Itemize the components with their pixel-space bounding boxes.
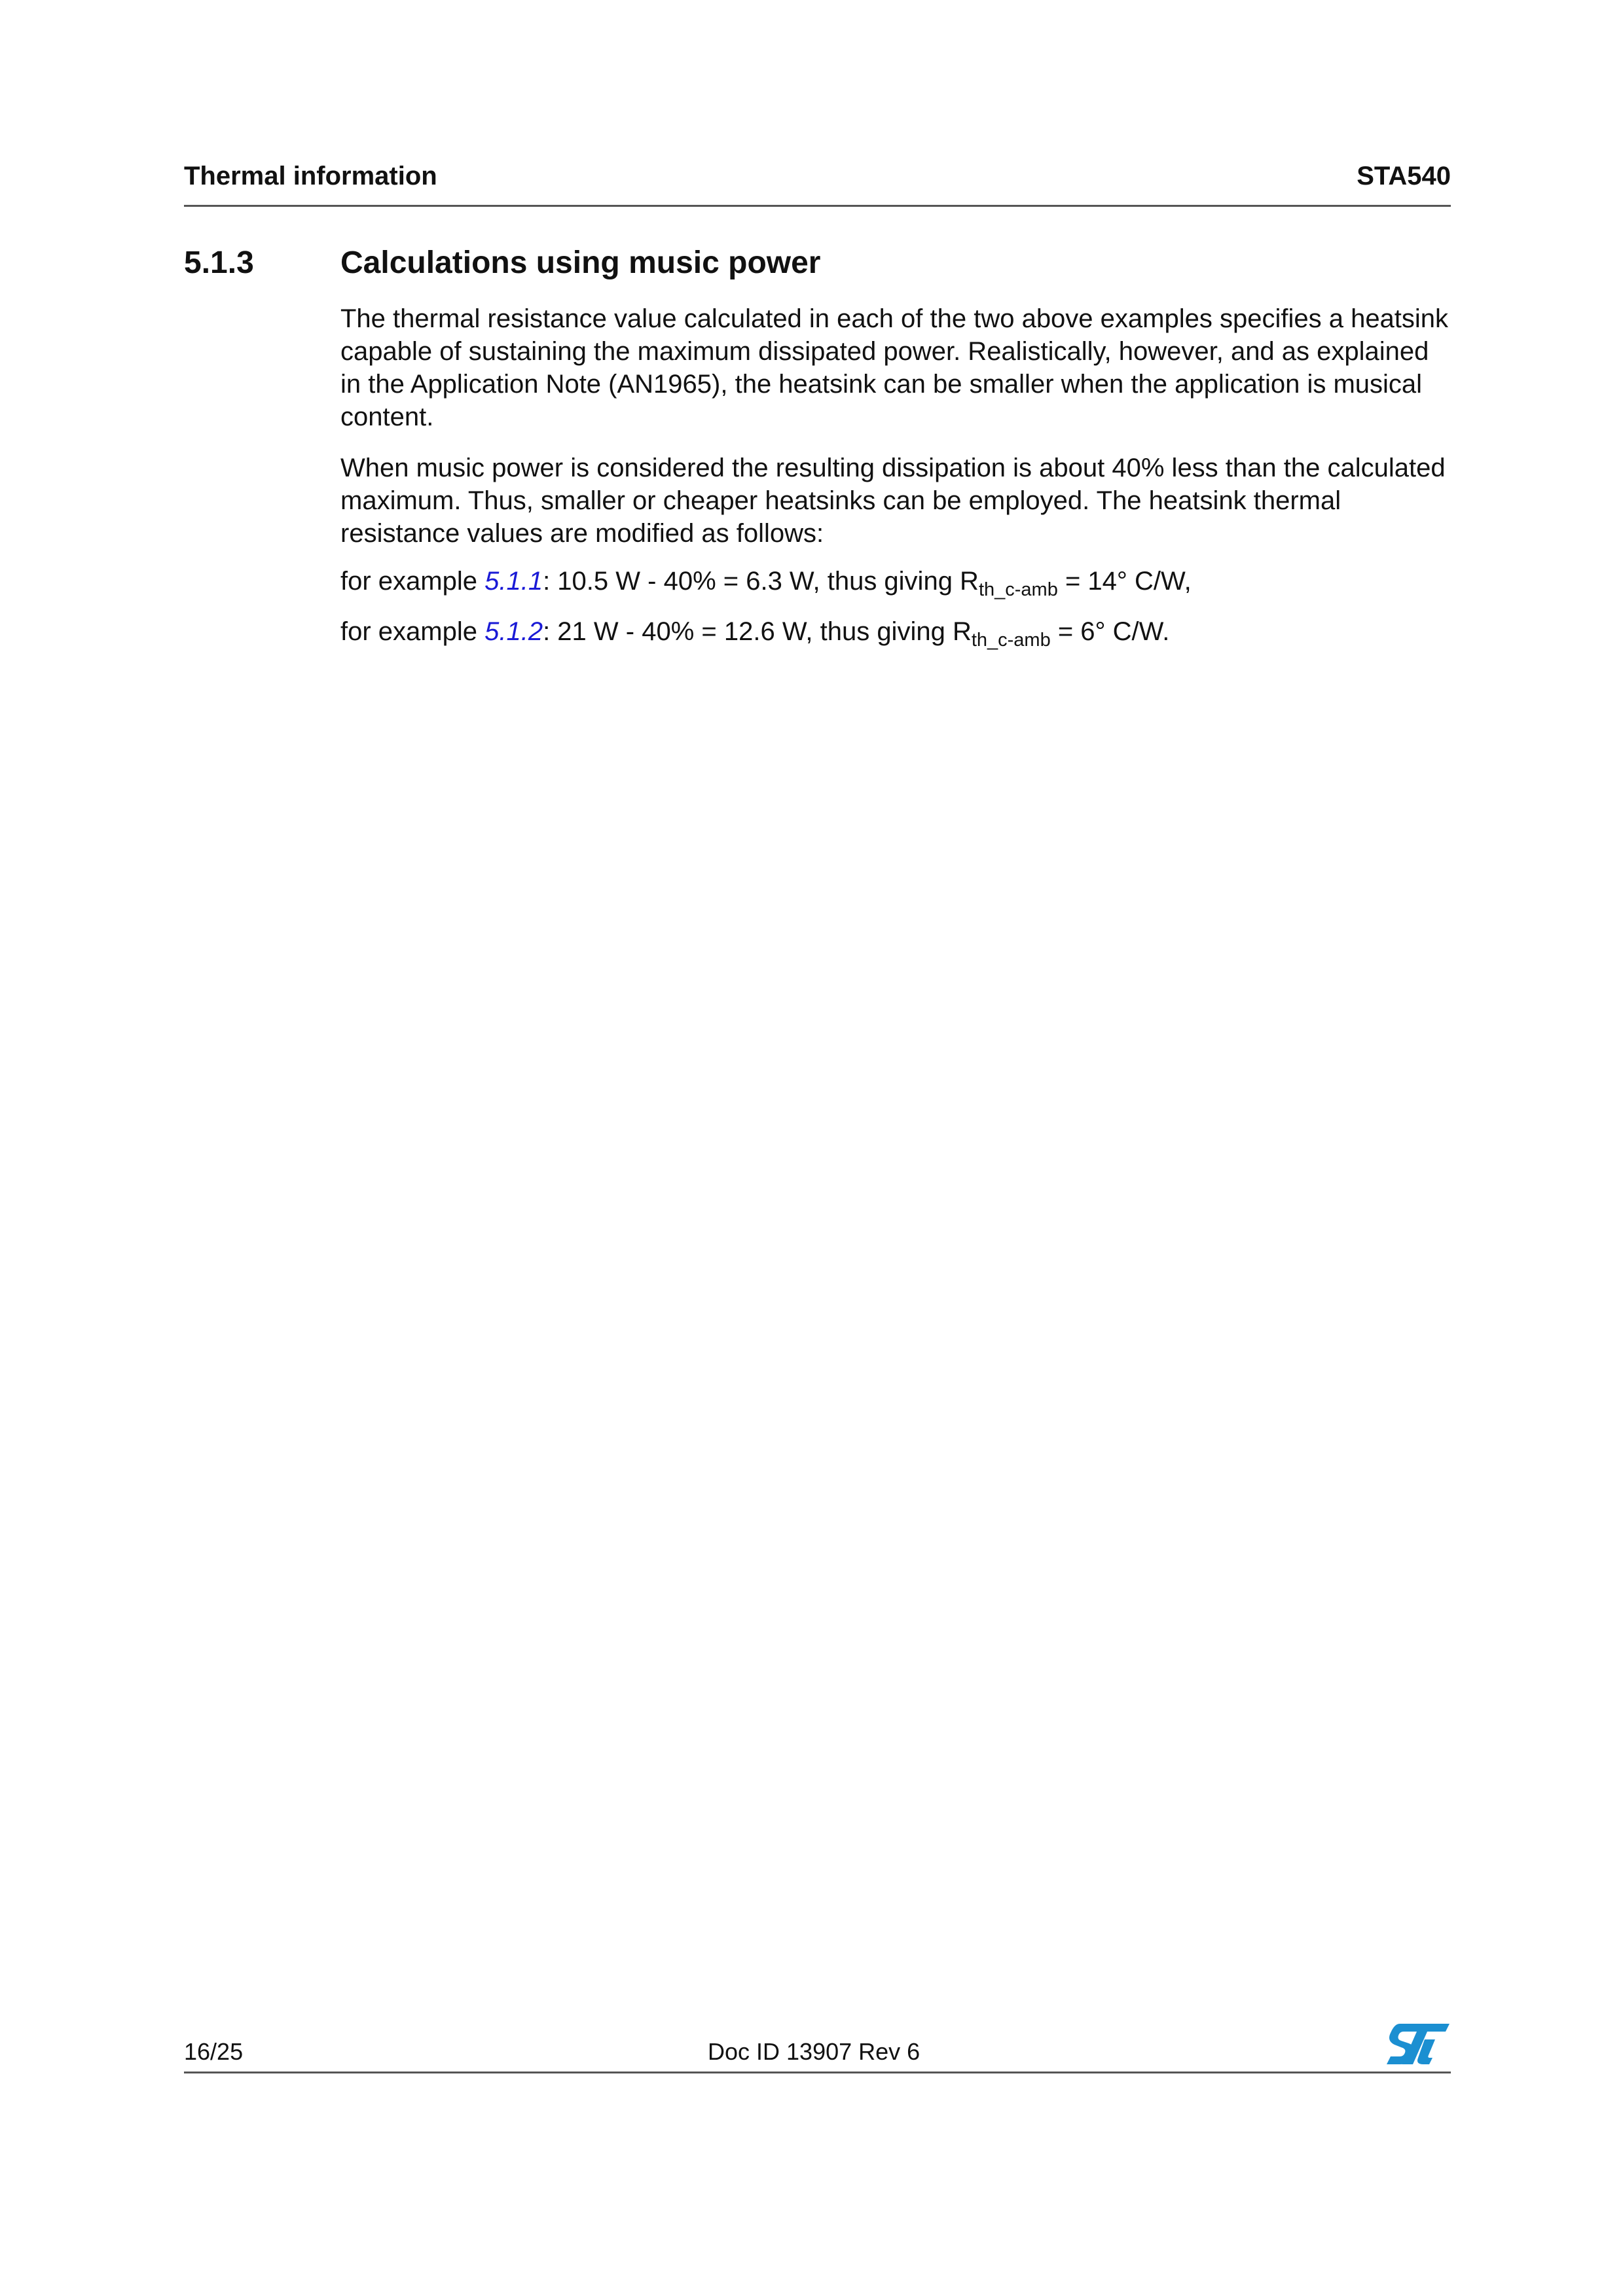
cross-reference-link[interactable]: 5.1.1 [484,567,543,596]
header-section-name: Thermal information [184,162,437,190]
example-suffix: = 6° C/W. [1050,617,1170,646]
example-subscript: th_c-amb [971,630,1051,651]
document-id: Doc ID 13907 Rev 6 [708,2038,921,2065]
example-suffix: = 14° C/W, [1057,567,1192,596]
section-title: Calculations using music power [340,245,821,280]
example-prefix: for example [340,567,485,596]
example-prefix: for example [340,617,485,646]
example-subscript: th_c-amb [978,579,1058,600]
paragraph-music-power: When music power is considered the resulting dissipation is about 40% less than the calculated maximum. Thus, smaller or cheaper heatsinks can be employed. The heatsink thermal resistance values are modified as follows: [340,454,1446,548]
section-number: 5.1.3 [184,245,254,280]
cross-reference-link[interactable]: 5.1.2 [484,617,543,646]
example-line-1 [340,565,1453,598]
page-number: 16/25 [184,2038,244,2065]
header-product-name: STA540 [1357,162,1451,190]
st-logo-icon [1385,2022,1451,2066]
page-footer [184,2022,1451,2073]
example-text: : 10.5 W - 40% = 6.3 W, thus giving R [543,567,979,596]
example-line-2 [340,615,1453,651]
example-text: : 21 W - 40% = 12.6 W, thus giving R [543,617,972,646]
paragraph-heatsink-intro: The thermal resistance value calculated in each of the two above examples specifies a heatsink capable of sustaining the maximum dissipated power. Realistically, however, and as explained in the Application Note (AN1965), the heatsink can be smaller when the application is musical content. [340,304,1449,431]
page-header [184,159,1451,207]
